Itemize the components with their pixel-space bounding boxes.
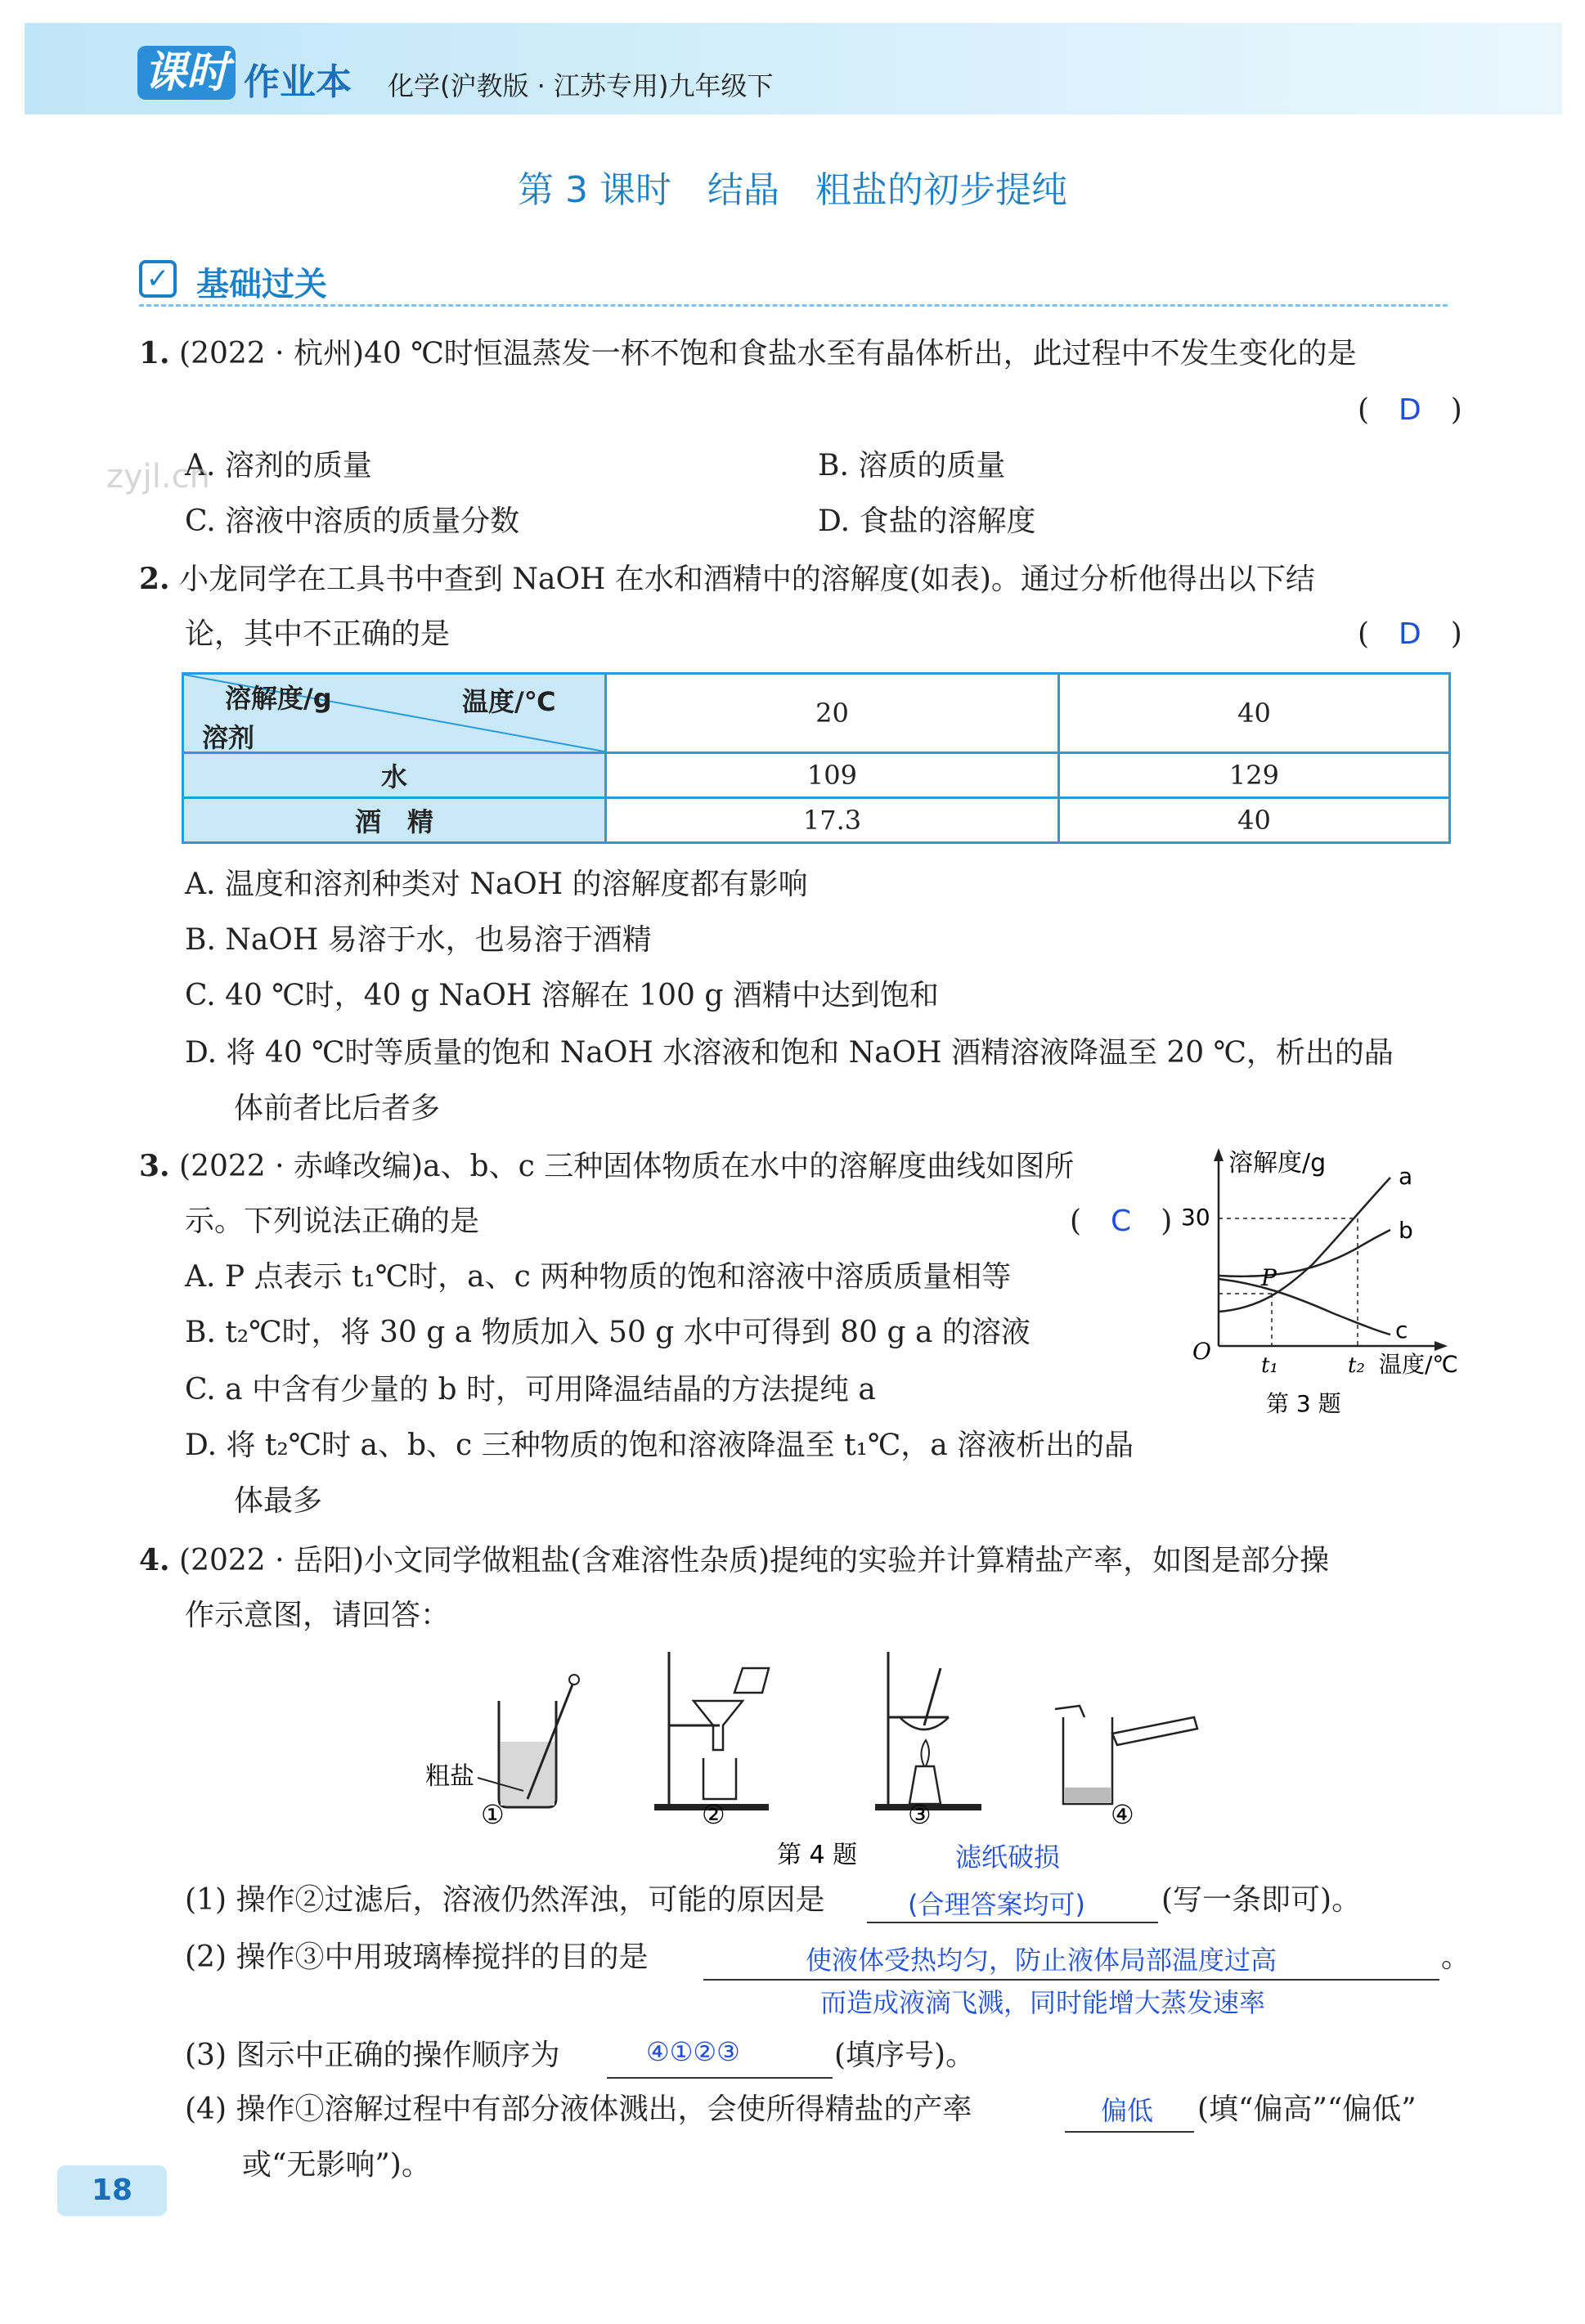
q4-4-answer: 偏低	[1101, 2095, 1154, 2126]
q2-answer-box: ( D )	[1358, 617, 1462, 651]
q2-stem-line2: 论，其中不正确的是	[185, 617, 451, 651]
x-axis-arrow	[1435, 1341, 1448, 1351]
brand-name: 作业本	[244, 61, 352, 103]
section-label: 基础过关	[196, 266, 327, 303]
table-row-label: 水	[183, 753, 606, 798]
step-4-label: ④	[1111, 1799, 1134, 1830]
lesson-title: 第 3 课时 结晶 粗盐的初步提纯	[518, 169, 1067, 211]
q1-text: (2022 · 杭州)40 ℃时恒温蒸发一杯不饱和食盐水至有晶体析出，此过程中不发生变化的是	[179, 337, 1357, 370]
q3-stem-line2: 示。下列说法正确的是	[185, 1205, 480, 1238]
check-icon: ✓	[139, 260, 177, 298]
q4-2-blank	[703, 1979, 1439, 1981]
table-cell: 109	[606, 753, 1059, 798]
q1-answer-box: ( D )	[1358, 393, 1462, 427]
q4-2-answer-1: 使液体受热均匀，防止液体局部温度过高	[806, 1945, 1277, 1976]
q1-option-d: D. 食盐的溶解度	[818, 505, 1036, 538]
table-cell: 40	[1058, 798, 1449, 843]
table-row-label: 酒 精	[183, 798, 606, 843]
curve-b-label: b	[1399, 1217, 1413, 1244]
step-1-label: ①	[481, 1799, 505, 1830]
q4-4-suffix: (填“偏高”“偏低”	[1197, 2093, 1417, 2126]
y-axis-arrow	[1214, 1148, 1224, 1161]
solubility-curve-chart	[1170, 1142, 1464, 1420]
subject-title: 化学(沪教版 · 江苏专用)九年级下	[388, 70, 774, 101]
q4-1-answer-top: 滤纸破损	[955, 1842, 1061, 1873]
q3-text-1: (2022 · 赤峰改编)a、b、c 三种固体物质在水中的溶解度曲线如图所	[179, 1150, 1075, 1183]
table-cell: 17.3	[606, 798, 1059, 843]
tick-t1: t₁	[1261, 1353, 1278, 1378]
chart-ytick-30: 30	[1181, 1204, 1210, 1231]
step-3-label: ③	[908, 1799, 932, 1830]
brand-logo: 课时	[137, 46, 236, 100]
step-2-label: ②	[702, 1799, 725, 1830]
q2-number: 2.	[139, 562, 170, 596]
weighing-transfer	[1055, 1706, 1197, 1804]
q3-stem-line1	[139, 1146, 1074, 1187]
point-p-label: P	[1261, 1264, 1277, 1291]
table-corner-cell	[183, 674, 606, 753]
q4-stem-line1	[139, 1541, 1329, 1581]
q3-option-c: C. a 中含有少量的 b 时，可用降温结晶的方法提纯 a	[185, 1373, 876, 1407]
q1-number: 1.	[139, 336, 170, 370]
q4-4-blank	[1065, 2131, 1194, 2133]
q4-3-suffix: (填序号)。	[834, 2039, 976, 2072]
q2-option-d: D. 将 40 ℃时等质量的饱和 NaOH 水溶液和饱和 NaOH 酒精溶液降温至 20 ℃，析出的晶	[185, 1036, 1394, 1070]
q3-option-a: A. P 点表示 t₁℃时，a、c 两种物质的饱和溶液中溶质质量相等	[185, 1260, 1012, 1294]
q2-stem-line1	[139, 559, 1315, 599]
q4-stem-line2: 作示意图，请回答：	[185, 1599, 451, 1632]
q4-1-suffix: (写一条即可)。	[1161, 1883, 1362, 1917]
curve-b	[1219, 1230, 1390, 1276]
q4-3-answer: ④①②③	[646, 2036, 740, 2067]
corner-solvent: 溶剂	[202, 722, 255, 753]
q4-4-prefix: (4) 操作①溶解过程中有部分液体溅出，会使所得精盐的产率	[185, 2093, 972, 2126]
q4-3-prefix: (3) 图示中正确的操作顺序为	[185, 2039, 560, 2072]
q1-stem	[139, 334, 1357, 374]
q4-1-blank	[867, 1922, 1158, 1923]
filtration-setup	[654, 1652, 769, 1810]
figure-caption: 第 4 题	[777, 1841, 858, 1869]
q1-option-c: C. 溶液中溶质的质量分数	[185, 505, 520, 538]
q2-option-a: A. 温度和溶剂种类对 NaOH 的溶解度都有影响	[185, 868, 808, 901]
q4-1-answer: (合理答案均可)	[908, 1889, 1085, 1920]
tick-t2: t₂	[1348, 1353, 1365, 1378]
q3-option-b: B. t₂℃时，将 30 g a 物质加入 50 g 水中可得到 80 g a 的溶液	[185, 1316, 1030, 1349]
q3-option-d: D. 将 t₂℃时 a、b、c 三种物质的饱和溶液降温至 t₁℃，a 溶液析出的晶	[185, 1429, 1134, 1462]
q1-option-b: B. 溶质的质量	[818, 449, 1006, 482]
chart-ylabel: 溶解度/g	[1228, 1149, 1327, 1178]
corner-solubility: 溶解度/g	[225, 683, 332, 714]
q2-option-b: B. NaOH 易溶于水，也易溶于酒精	[185, 923, 652, 957]
q2-text-1: 小龙同学在工具书中查到 NaOH 在水和酒精中的溶解度(如表)。通过分析他得出以下结	[179, 563, 1315, 596]
q4-text-1: (2022 · 岳阳)小文同学做粗盐(含难溶性杂质)提纯的实验并计算精盐产率，如图是部分操	[179, 1544, 1330, 1577]
curve-c-label: c	[1395, 1317, 1408, 1344]
section-divider	[139, 304, 1448, 307]
q3-answer: C	[1111, 1205, 1132, 1238]
q4-2-answer-2: 而造成液滴飞溅，同时能增大蒸发速率	[820, 1987, 1266, 2018]
q3-answer-box: ( C )	[1070, 1205, 1173, 1238]
label-crude-salt: 粗盐	[425, 1762, 474, 1791]
evaporation-setup	[875, 1652, 981, 1810]
watermark: zyjl.cn	[106, 458, 210, 496]
q4-2-prefix: (2) 操作③中用玻璃棒搅拌的目的是	[185, 1940, 649, 1974]
q4-2-suffix: 。	[1441, 1940, 1471, 1974]
table-header-temp: 40	[1058, 674, 1449, 753]
q4-1-prefix: (1) 操作②过滤后，溶液仍然浑浊，可能的原因是	[185, 1883, 825, 1917]
origin-label: O	[1192, 1338, 1211, 1365]
q2-answer: D	[1399, 617, 1421, 651]
q2-option-c: C. 40 ℃时，40 g NaOH 溶解在 100 g 酒精中达到饱和	[185, 979, 939, 1012]
q4-number: 4.	[139, 1543, 170, 1577]
q4-3-blank	[607, 2077, 833, 2079]
chart-xlabel: 温度/℃	[1379, 1351, 1458, 1378]
lab-operations-figure	[409, 1644, 1227, 1873]
table-header-temp: 20	[606, 674, 1059, 753]
q4-4-line2: 或“无影响”)。	[242, 2148, 431, 2182]
page-number: 18	[57, 2165, 167, 2216]
q2-option-d-cont: 体前者比后者多	[234, 1092, 441, 1125]
corner-temperature: 温度/℃	[462, 686, 556, 717]
solubility-table	[182, 672, 1451, 844]
q3-number: 3.	[139, 1149, 170, 1183]
table-cell: 129	[1058, 753, 1449, 798]
q3-option-d-cont: 体最多	[234, 1484, 323, 1518]
curve-a-label: a	[1399, 1163, 1413, 1190]
chart-caption: 第 3 题	[1266, 1390, 1341, 1417]
q1-answer: D	[1399, 393, 1421, 427]
q1-option-a: A. 溶剂的质量	[185, 449, 372, 482]
